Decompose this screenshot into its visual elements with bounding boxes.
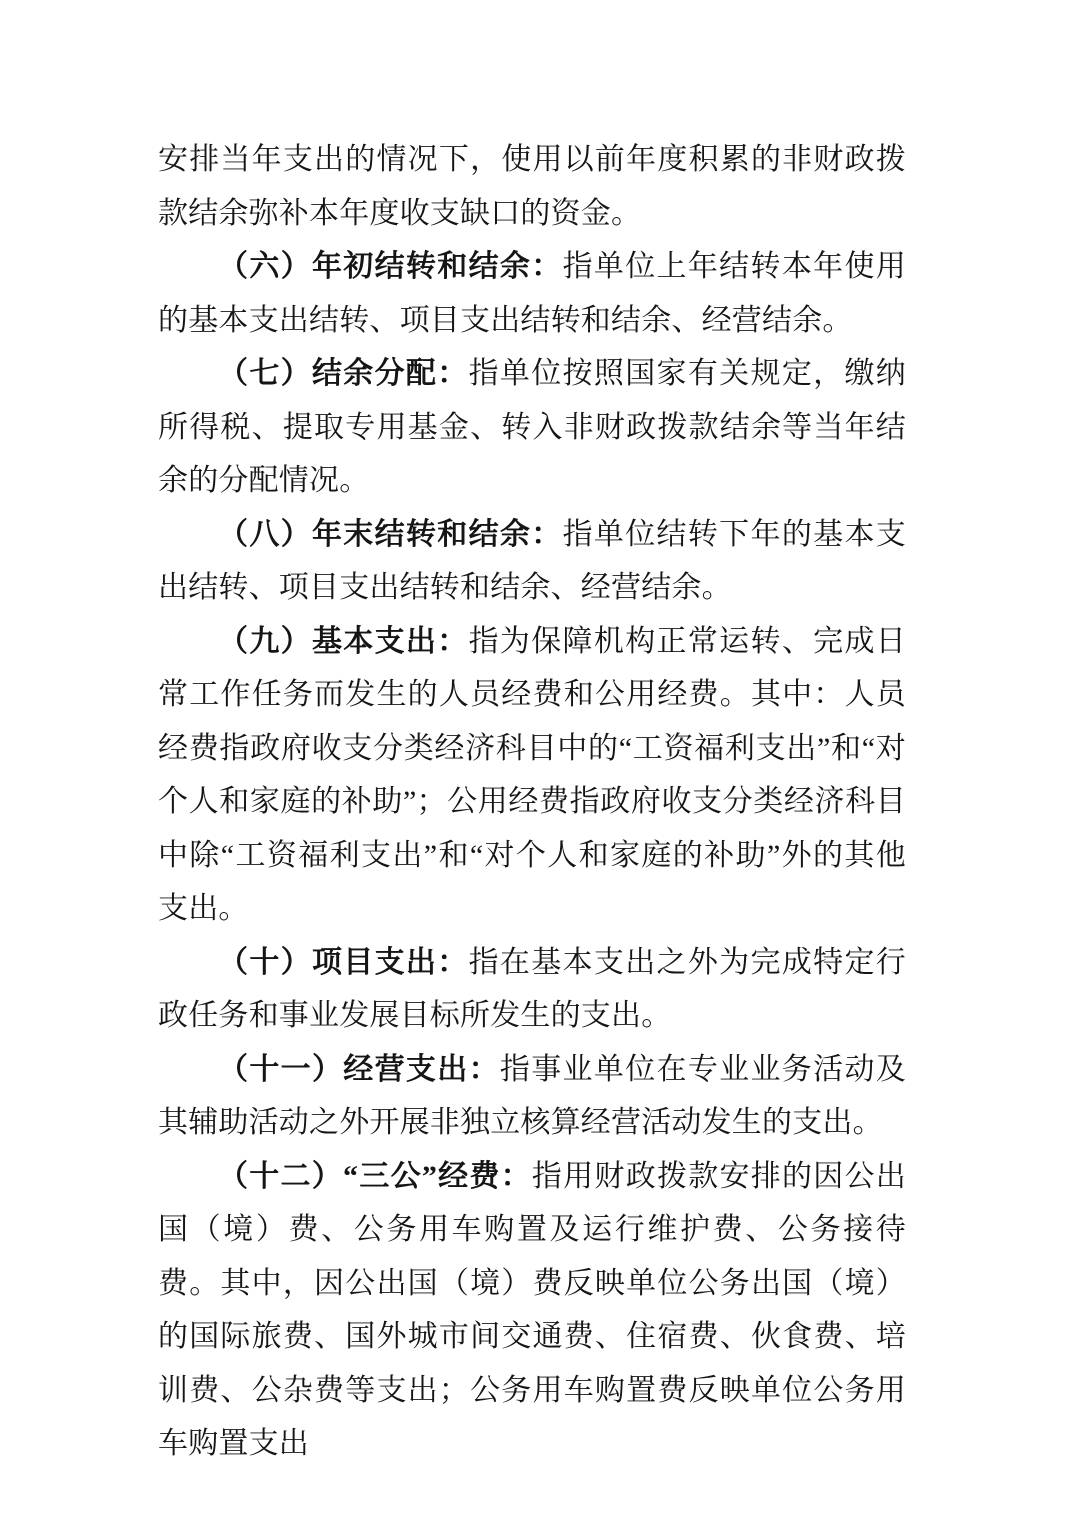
paragraph <box>158 240 906 347</box>
term-heading: （八）年末结转和结余： <box>218 517 563 551</box>
paragraph <box>158 1043 906 1150</box>
text-segment: 指在基本支出之外为完成特定行政任务和事业发展目标所发生的支出。 <box>158 945 906 1032</box>
text-segment: 指单位上年结转本年使用的基本支出结转、项目支出结转和结余、经营结余。 <box>158 250 906 337</box>
term-heading: （九）基本支出： <box>218 624 469 658</box>
term-heading: （十二）“三公”经费： <box>218 1159 532 1193</box>
text-segment: 指用财政拨款安排的因公出国（境）费、公务用车购置及运行维护费、公务接待费。其中，因公出国（境）费反映单位公务出国（境）的国际旅费、国外城市间交通费、住宿费、伙食费、培训费、公杂费等支出；公务用车购置费反映单位公务用车购置支出 <box>158 1159 907 1460</box>
term-heading: （七）结余分配： <box>218 357 469 390</box>
text-segment: 指单位按照国家有关规定，缴纳所得税、提取专用基金、转入非财政拨款结余等当年结余的分配情况。 <box>158 357 906 497</box>
paragraph <box>158 936 906 1043</box>
document-body <box>158 133 906 1471</box>
paragraph <box>158 347 906 508</box>
paragraph <box>158 1150 906 1471</box>
paragraph <box>158 508 906 615</box>
text-segment: 指事业单位在专业业务活动及其辅助活动之外开展非独立核算经营活动发生的支出。 <box>158 1052 906 1139</box>
paragraph <box>158 133 906 240</box>
text-segment: 指为保障机构正常运转、完成日常工作任务而发生的人员经费和公用经费。其中：人员经费指政府收支分类经济科目中的“工资福利支出”和“对个人和家庭的补助”；公用经费指政府收支分类经济科目中除“工资福利支出”和“对个人和家庭的补助”外的其他支出。 <box>158 624 906 925</box>
paragraph <box>158 615 906 936</box>
term-heading: （十）项目支出： <box>218 945 469 979</box>
term-heading: （十一）经营支出： <box>218 1052 500 1086</box>
term-heading: （六）年初结转和结余： <box>218 250 563 283</box>
text-segment: 指单位结转下年的基本支出结转、项目支出结转和结余、经营结余。 <box>158 517 906 604</box>
text-segment: 安排当年支出的情况下，使用以前年度积累的非财政拨款结余弥补本年度收支缺口的资金。 <box>158 143 906 230</box>
